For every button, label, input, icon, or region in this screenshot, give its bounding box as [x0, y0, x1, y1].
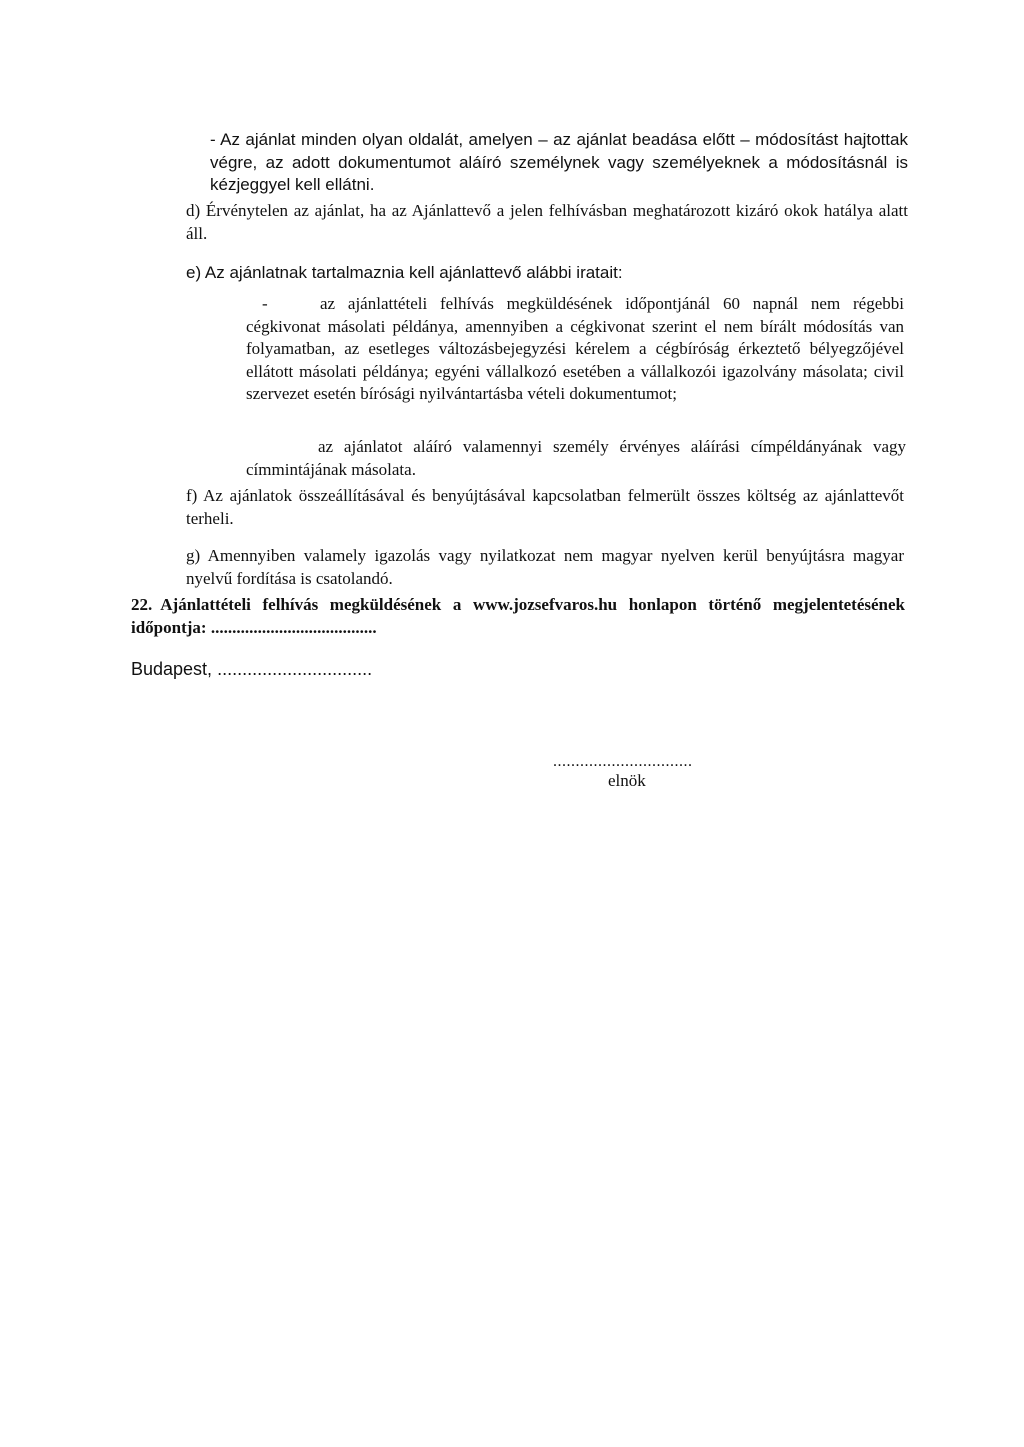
section-number: 22. [131, 595, 153, 614]
section-text: Ajánlattételi felhívás megküldésének a www.jozsefvaros.hu honlapon történő megjelentetésének időpontja: ....................................... [131, 595, 905, 637]
list-item-text: az ajánlattételi felhívás megküldésének időpontjánál 60 napnál nem régebbi cégkivonat másolati példánya, amennyiben a cégkivonat szerint el nem bírált módosítás van folyamatban, az esetleges változásbejegyzési kérelem a cégbíróság érkeztető bélyegzőjével ellátott másolati példánya; egyéni vállalkozó esetében a vállalkozói igazolvány másolata; civil szervezet esetén bírósági nyilvántartásba vételi dokumentumot; [246, 294, 904, 403]
paragraph-g-translation: g) Amennyiben valamely igazolás vagy nyilatkozat nem magyar nyelven kerül benyújtásra magyar nyelvű fordítása is csatolandó. [186, 546, 904, 588]
place-date-line: Budapest, ............................... [131, 659, 373, 679]
signature-role: elnök [608, 771, 646, 790]
signature-line: ............................... [553, 753, 693, 770]
section-22-publication-date [131, 594, 905, 639]
list-item-signature-specimen [246, 436, 906, 481]
paragraph-f-costs: f) Az ajánlatok összeállításával és benyújtásával kapcsolatban felmerült összes költség az ajánlattevőt terheli. [186, 486, 904, 528]
paragraph-modification-initials: - Az ajánlat minden olyan oldalát, amelyen – az ajánlat beadása előtt – módosítást hajtottak végre, az adott dokumentumot aláíró személynek vagy személyeknek a módosításnál is kézjeggyel kell ellátni. [210, 130, 908, 194]
bullet-dash: - [262, 294, 268, 313]
paragraph-d-invalid-offer: d) Érvénytelen az ajánlat, ha az Ajánlattevő a jelen felhívásban meghatározott kizáró okok hatálya alatt áll. [186, 201, 908, 243]
list-item-text: az ajánlatot aláíró valamennyi személy érvényes aláírási címpéldányának vagy címmintájának másolata. [246, 437, 906, 479]
paragraph-e-required-documents: e) Az ajánlatnak tartalmaznia kell ajánlattevő alábbi iratait: [186, 263, 623, 282]
list-item-company-extract [246, 293, 904, 406]
